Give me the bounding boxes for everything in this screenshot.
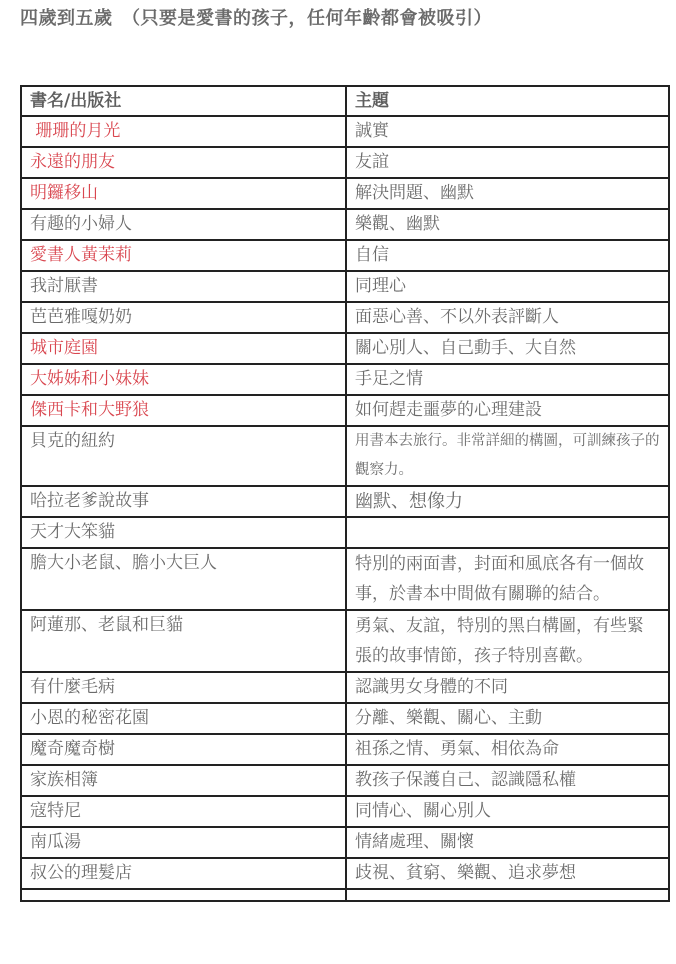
book-theme: 同情心、關心別人: [346, 796, 669, 827]
book-title: 天才大笨貓: [21, 517, 346, 548]
table-row: [21, 517, 669, 548]
book-theme: 用書本去旅行。非常詳細的構圖，可訓練孩子的觀察力。: [346, 426, 669, 486]
book-title: 傑西卡和大野狼: [21, 395, 346, 426]
book-title: 明鑼移山: [21, 178, 346, 209]
table-row: [21, 209, 669, 240]
book-theme: 祖孫之情、勇氣、相依為命: [346, 734, 669, 765]
table-row: [21, 796, 669, 827]
book-theme: 勇氣、友誼，特別的黑白構圖，有些緊張的故事情節，孩子特別喜歡。: [346, 610, 669, 672]
table-row: [21, 302, 669, 333]
table-row: [21, 271, 669, 302]
table-row: [21, 734, 669, 765]
book-theme: 面惡心善、不以外表評斷人: [346, 302, 669, 333]
book-title: 哈拉老爹說故事: [21, 486, 346, 517]
book-theme: [346, 517, 669, 548]
book-theme: 解決問題、幽默: [346, 178, 669, 209]
table-row: [21, 827, 669, 858]
book-theme: 情緒處理、關懷: [346, 827, 669, 858]
page-title: 四歲到五歲 （只要是愛書的孩子，任何年齡都會被吸引）: [20, 8, 492, 29]
book-title: 南瓜湯: [21, 827, 346, 858]
table-row: [21, 703, 669, 734]
book-title: 魔奇魔奇樹: [21, 734, 346, 765]
book-theme: 幽默、想像力: [346, 486, 669, 517]
table-row: [21, 486, 669, 517]
table-row: [21, 364, 669, 395]
book-theme: 歧視、貧窮、樂觀、追求夢想: [346, 858, 669, 889]
book-title: 芭芭雅嘎奶奶: [21, 302, 346, 333]
table-header-row: [21, 86, 669, 116]
table-row: [21, 765, 669, 796]
book-title: 城市庭園: [21, 333, 346, 364]
table-row: [21, 147, 669, 178]
book-title: 我討厭書: [21, 271, 346, 302]
book-title: 大姊姊和小妹妹: [21, 364, 346, 395]
book-title: [21, 889, 346, 901]
header-theme: 主題: [346, 86, 669, 116]
book-theme: 手足之情: [346, 364, 669, 395]
book-table: [20, 85, 670, 902]
table-row: [21, 116, 669, 147]
book-title: 小恩的秘密花園: [21, 703, 346, 734]
table-row: [21, 178, 669, 209]
book-theme: [346, 889, 669, 901]
book-theme: 自信: [346, 240, 669, 271]
book-theme: 同理心: [346, 271, 669, 302]
book-title: 貝克的紐約: [21, 426, 346, 486]
book-theme: 特別的兩面書，封面和風底各有一個故事，於書本中間做有關聯的結合。: [346, 548, 669, 610]
book-title: 叔公的理髮店: [21, 858, 346, 889]
book-title: 家族相簿: [21, 765, 346, 796]
table-row: [21, 548, 669, 610]
book-title: 阿蓮那、老鼠和巨貓: [21, 610, 346, 672]
book-theme: 分離、樂觀、關心、主動: [346, 703, 669, 734]
book-theme: 如何趕走噩夢的心理建設: [346, 395, 669, 426]
table-row: [21, 610, 669, 672]
book-title: 膽大小老鼠、膽小大巨人: [21, 548, 346, 610]
book-theme: 友誼: [346, 147, 669, 178]
table-row: [21, 672, 669, 703]
book-theme: 教孩子保護自己、認識隱私權: [346, 765, 669, 796]
book-title: 珊珊的月光: [21, 116, 346, 147]
book-theme: 關心別人、自己動手、大自然: [346, 333, 669, 364]
table-row: [21, 395, 669, 426]
book-title: 有什麼毛病: [21, 672, 346, 703]
book-title: 愛書人黃茉莉: [21, 240, 346, 271]
book-theme: 樂觀、幽默: [346, 209, 669, 240]
table-row: [21, 240, 669, 271]
book-theme: 認識男女身體的不同: [346, 672, 669, 703]
book-theme: 誠實: [346, 116, 669, 147]
book-title: 寇特尼: [21, 796, 346, 827]
header-book-title: 書名/出版社: [21, 86, 346, 116]
table-row: [21, 333, 669, 364]
table-row: [21, 858, 669, 889]
table-row-partial: [21, 889, 669, 901]
book-title: 有趣的小婦人: [21, 209, 346, 240]
table-row: [21, 426, 669, 486]
book-title: 永遠的朋友: [21, 147, 346, 178]
